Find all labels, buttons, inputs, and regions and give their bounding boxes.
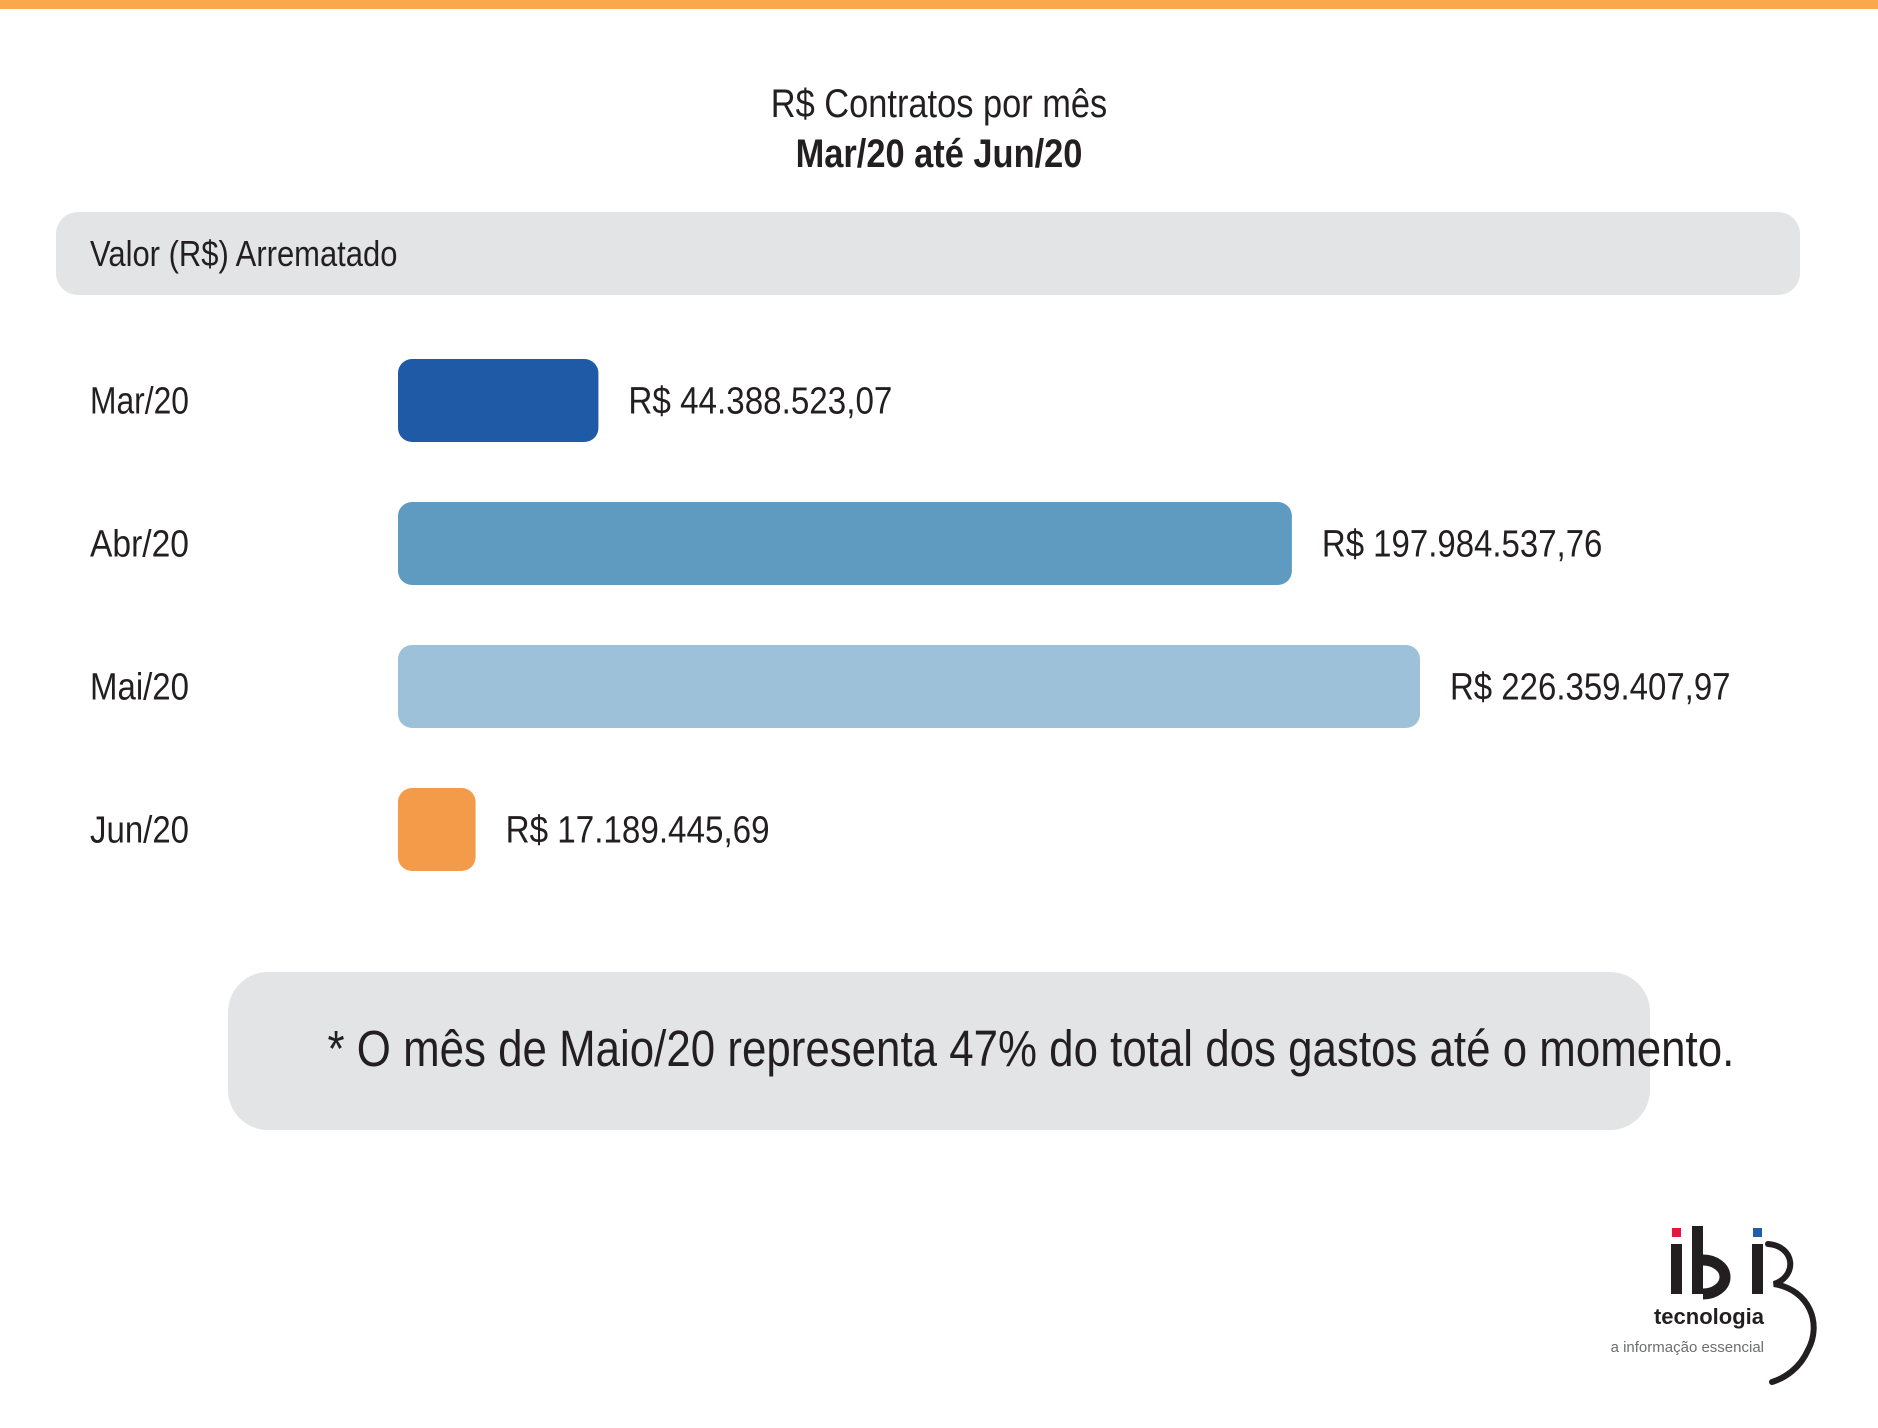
- bar: [398, 788, 476, 871]
- bar: [398, 359, 598, 442]
- category-label: Abr/20: [90, 523, 189, 566]
- logo-red-dot: [1672, 1228, 1681, 1237]
- value-header-label: Valor (R$) Arrematado: [90, 233, 398, 274]
- value-label: R$ 226.359.407,97: [1450, 666, 1731, 709]
- ibi-logo: [1560, 1220, 1840, 1390]
- bar-chart: [0, 330, 1878, 910]
- category-label: Mar/20: [90, 380, 189, 423]
- value-label: R$ 44.388.523,07: [628, 380, 893, 423]
- bar: [398, 502, 1292, 585]
- bar: [398, 645, 1420, 728]
- note-box: [228, 972, 1735, 1130]
- chart-subtitle: Mar/20 até Jun/20: [795, 132, 1083, 176]
- value-header: [56, 212, 1800, 295]
- logo-tagline: tecnologia: [1653, 1304, 1764, 1329]
- category-label: Mai/20: [90, 666, 189, 709]
- title-block: [0, 80, 1878, 180]
- note-text: * O mês de Maio/20 representa 47% do total dos gastos até o momento.: [327, 1020, 1735, 1077]
- top-accent-bar: [0, 0, 1878, 9]
- category-label: Jun/20: [90, 809, 189, 852]
- value-label: R$ 197.984.537,76: [1321, 523, 1603, 566]
- value-label: R$ 17.189.445,69: [505, 809, 770, 852]
- logo-blue-dot: [1753, 1228, 1762, 1237]
- chart-title: R$ Contratos por mês: [770, 82, 1108, 126]
- logo-slogan: a informação essencial: [1610, 1339, 1764, 1356]
